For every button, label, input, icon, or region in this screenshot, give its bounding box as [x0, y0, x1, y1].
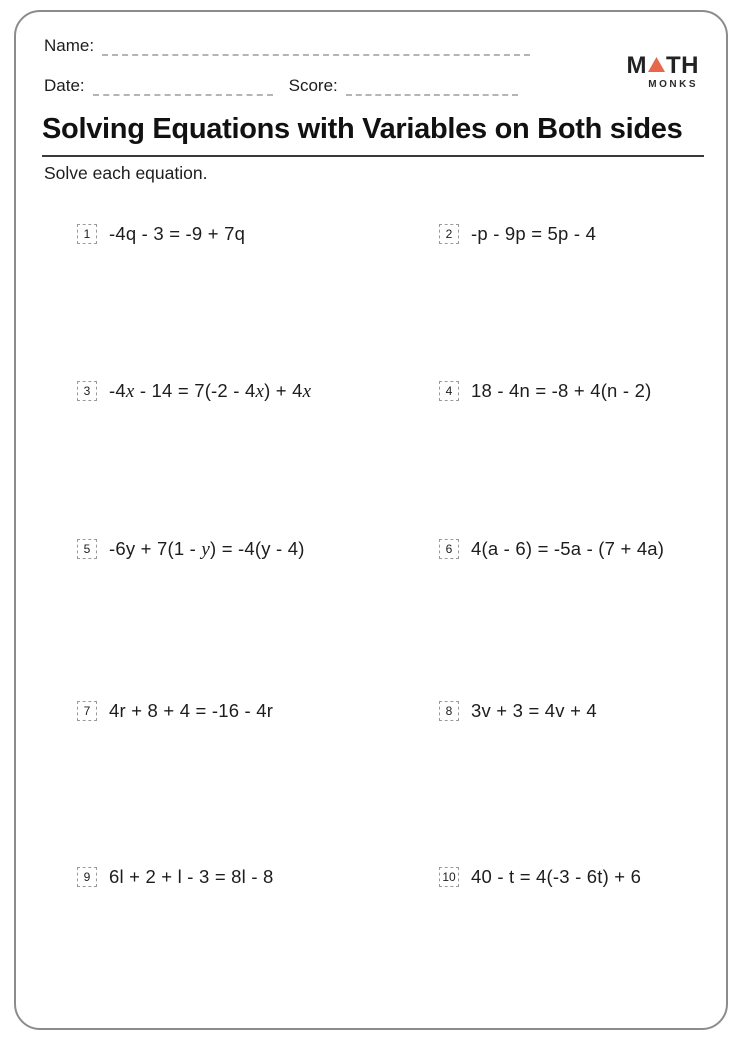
- problems-grid: [44, 208, 698, 1028]
- problem-item: [406, 699, 698, 723]
- problems-row-4: [44, 699, 698, 723]
- problems-row-3: [44, 537, 698, 562]
- instruction-text: Solve each equation.: [44, 163, 208, 183]
- problem-number-badge: 2: [439, 224, 459, 244]
- equation-text: -6y + 7(1 - y) = -4(y - 4): [109, 538, 305, 560]
- name-fill-line: [102, 37, 530, 56]
- logo-letters-th: TH: [666, 52, 699, 79]
- problem-number-badge: 9: [77, 867, 97, 887]
- equation-text: 4r + 8 + 4 = -16 - 4r: [109, 700, 274, 721]
- problem-item: [406, 537, 698, 562]
- problem-number-badge: 5: [77, 539, 97, 559]
- problems-row-5: [44, 865, 698, 889]
- problem-number-badge: 6: [439, 539, 459, 559]
- problem-number-badge: 7: [77, 701, 97, 721]
- worksheet-page: [14, 10, 728, 1030]
- equation-text: 3v + 3 = 4v + 4: [471, 700, 597, 721]
- equation-text: -4q - 3 = -9 + 7q: [109, 223, 246, 244]
- problems-row-2: [44, 379, 698, 404]
- logo-letter-m: M: [626, 52, 647, 79]
- equation-text: 40 - t = 4(-3 - 6t) + 6: [471, 866, 642, 887]
- math-monks-logo: [627, 54, 700, 90]
- worksheet-title: Solving Equations with Variables on Both sides: [42, 113, 683, 145]
- problems-row-1: [44, 222, 698, 246]
- problem-item: [406, 865, 698, 889]
- date-fill-line: [93, 77, 273, 96]
- date-score-row: [44, 76, 518, 96]
- title-divider: [42, 155, 704, 157]
- problem-item: [44, 379, 406, 404]
- problem-number-badge: 8: [439, 701, 459, 721]
- score-label: Score:: [288, 76, 338, 95]
- problem-item: [44, 537, 406, 562]
- equation-text: -4x - 14 = 7(-2 - 4x) + 4x: [109, 380, 312, 402]
- score-fill-line: [346, 77, 518, 96]
- problem-number-badge: 4: [439, 381, 459, 401]
- equation-text: -p - 9p = 5p - 4: [471, 223, 597, 244]
- name-label: Name:: [44, 36, 95, 55]
- problem-item: [44, 865, 406, 889]
- problem-item: [44, 222, 406, 246]
- problem-item: [406, 222, 698, 246]
- equation-text: 18 - 4n = -8 + 4(n - 2): [471, 380, 652, 401]
- logo-wordmark: [627, 54, 700, 77]
- date-label: Date:: [44, 76, 85, 95]
- problem-number-badge: 1: [77, 224, 97, 244]
- logo-subtext: MONKS: [648, 79, 698, 90]
- name-row: [44, 36, 530, 56]
- equation-text: 4(a - 6) = -5a - (7 + 4a): [471, 538, 665, 559]
- problem-number-badge: 10: [439, 867, 459, 887]
- problem-item: [44, 699, 406, 723]
- problem-item: [406, 379, 698, 404]
- equation-text: 6l + 2 + l - 3 = 8l - 8: [109, 866, 274, 887]
- triangle-icon: [648, 54, 665, 76]
- problem-number-badge: 3: [77, 381, 97, 401]
